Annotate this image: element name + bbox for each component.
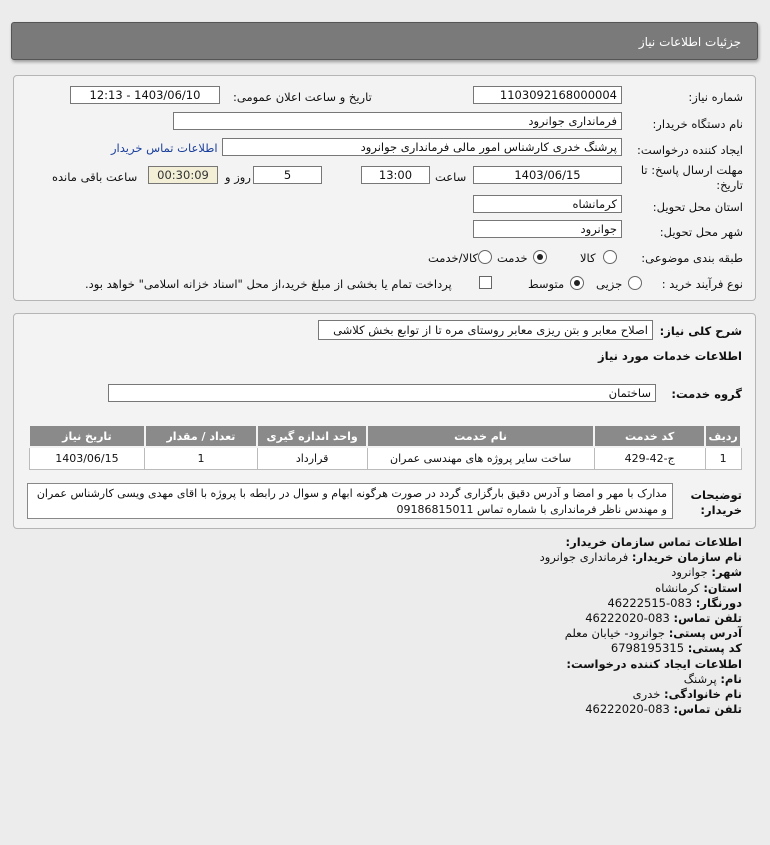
- contact-info: [540, 535, 742, 717]
- buyer-org-field: فرمانداری جوانرود: [173, 112, 622, 130]
- postal-value: 6798195315: [610, 641, 685, 656]
- cell-unit: قرارداد: [257, 447, 367, 469]
- category-option-goods: کالا: [580, 251, 596, 265]
- announce-field: 1403/06/10 - 12:13: [70, 86, 220, 104]
- process-option-minor: جزیی: [596, 277, 623, 291]
- remaining-label: ساعت باقی مانده: [52, 170, 138, 184]
- days-label: روز و: [225, 170, 251, 184]
- announce-label: تاریخ و ساعت اعلان عمومی:: [233, 90, 372, 104]
- category-label: طبقه بندی موضوعی:: [641, 251, 743, 265]
- deadline-time-field: 13:00: [361, 166, 430, 184]
- address-value: جوانرود- خیابان معلم: [564, 626, 666, 641]
- org-name-value: فرمانداری جوانرود: [539, 550, 629, 565]
- page-title: جزئیات اطلاعات نیاز: [638, 35, 741, 49]
- days-field: 5: [253, 166, 322, 184]
- service-group-label: گروه خدمت:: [671, 387, 742, 401]
- city-label: شهر:: [711, 565, 742, 580]
- name-value: پرشنگ: [683, 671, 717, 686]
- creator-contact-heading: اطلاعات ایجاد کننده درخواست:: [566, 656, 742, 671]
- family-label: نام خانوادگی:: [664, 687, 742, 702]
- province-label: استان محل تحویل:: [652, 200, 743, 214]
- creator-phone-label: تلفن تماس:: [673, 702, 742, 717]
- buyer-contact-link[interactable]: اطلاعات تماس خریدار: [111, 141, 218, 155]
- page-header: [11, 22, 758, 60]
- table-row: [29, 447, 741, 469]
- description-field: اصلاح معابر و بتن ریزی معابر روستای مره تا از توابع بخش کلاشی: [318, 320, 653, 340]
- category-radio-goods[interactable]: [603, 250, 617, 264]
- process-radio-minor[interactable]: [628, 276, 642, 290]
- province-value: کرمانشاه: [655, 580, 700, 595]
- buyer-org-label: نام دستگاه خریدار:: [652, 117, 743, 131]
- address-label: آدرس پستی:: [668, 626, 742, 641]
- city-label: شهر محل تحویل:: [659, 225, 743, 239]
- need-number-field: 1103092168000004: [473, 86, 622, 104]
- cell-date: 1403/06/15: [29, 447, 145, 469]
- payment-note: پرداخت تمام یا بخشی از مبلغ خرید،از محل "اسناد خزانه اسلامی" خواهد بود.: [85, 277, 452, 291]
- cell-name: ساخت سایر پروژه های مهندسی عمران: [367, 447, 594, 469]
- process-label: نوع فرآیند خرید :: [661, 277, 743, 291]
- service-group-field: ساختمان: [108, 384, 656, 402]
- col-row: ردیف: [705, 425, 741, 447]
- time-label: ساعت: [435, 170, 467, 184]
- cell-code: ج-42-429: [594, 447, 705, 469]
- postal-label: کد پستی:: [687, 641, 742, 656]
- deadline-date-field: 1403/06/15: [473, 166, 622, 184]
- request-info-panel: [13, 75, 756, 301]
- family-value: خدری: [632, 687, 661, 702]
- city-field: جوانرود: [473, 220, 622, 238]
- col-code: کد خدمت: [594, 425, 705, 447]
- col-name: نام خدمت: [367, 425, 594, 447]
- fax-value: 083-46222515: [607, 595, 693, 610]
- process-option-medium: متوسط: [528, 277, 565, 291]
- org-name-label: نام سازمان خریدار:: [631, 550, 742, 565]
- buyer-contact-heading: اطلاعات تماس سازمان خریدار:: [565, 535, 742, 549]
- treasury-payment-checkbox[interactable]: [479, 276, 492, 289]
- process-radio-medium[interactable]: [570, 276, 584, 290]
- category-radio-goods-service[interactable]: [478, 250, 492, 264]
- buyer-notes: مدارک با مهر و امضا و آدرس دقیق بارگزاری گردد در صورت هرگونه ابهام و سوال در رابطه با پروژه با اقای مهدی ویسی کارشناس عمران و مهندس ناظر فرمانداری با شماره تماس 09186815011: [27, 483, 673, 519]
- phone-label: تلفن تماس:: [673, 611, 742, 626]
- creator-field: پرشنگ خدری کارشناس امور مالی فرمانداری جوانرود: [222, 138, 622, 156]
- deadline-label-2: تاریخ:: [716, 178, 743, 192]
- city-value: جوانرود: [671, 565, 708, 580]
- province-field: کرمانشاه: [473, 195, 622, 213]
- notes-label: توضیحات: [690, 488, 742, 502]
- creator-label: ایجاد کننده درخواست:: [637, 143, 743, 157]
- services-table: [28, 424, 742, 470]
- description-label: شرح کلی نیاز:: [659, 324, 742, 338]
- province-label: استان:: [703, 580, 742, 595]
- col-date: تاریخ نیاز: [29, 425, 145, 447]
- name-label: نام:: [720, 671, 742, 686]
- col-unit: واحد اندازه گیری: [257, 425, 367, 447]
- need-number-label: شماره نیاز:: [688, 90, 743, 104]
- category-option-service: خدمت: [497, 251, 528, 265]
- deadline-label: مهلت ارسال پاسخ: تا: [640, 163, 743, 177]
- phone-value: 083-46222020: [585, 611, 670, 626]
- notes-label-2: خریدار:: [700, 503, 742, 517]
- cell-quantity: 1: [145, 447, 257, 469]
- category-radio-service[interactable]: [533, 250, 547, 264]
- col-quantity: تعداد / مقدار: [145, 425, 257, 447]
- creator-phone-value: 083-46222020: [585, 702, 670, 717]
- category-option-goods-service: کالا/خدمت: [428, 251, 479, 265]
- remaining-timer: 00:30:09: [148, 166, 218, 184]
- fax-label: دورنگار:: [695, 595, 742, 610]
- cell-row: 1: [705, 447, 741, 469]
- services-heading: اطلاعات خدمات مورد نیاز: [598, 349, 742, 363]
